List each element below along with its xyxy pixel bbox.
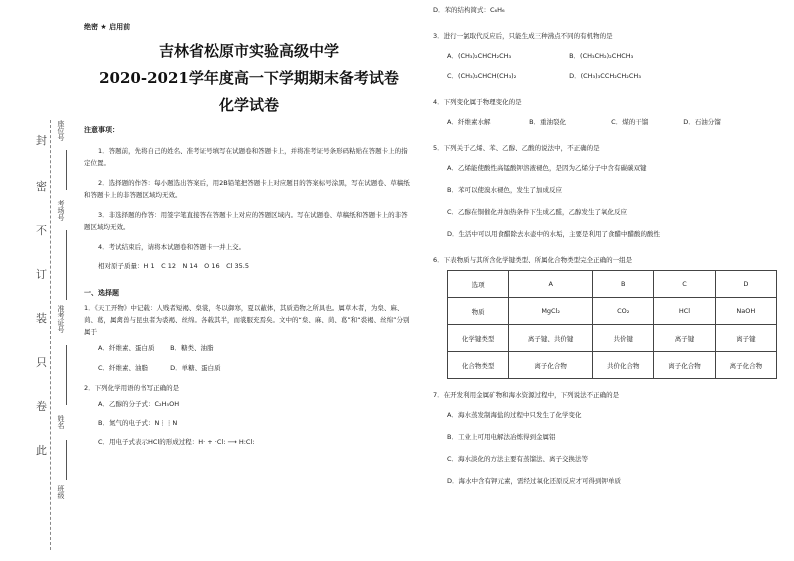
section-heading: 一、选择题 (84, 289, 119, 297)
option: C．海水淡化的方法主要有蒸馏法、离子交换法等 (447, 455, 589, 463)
question-7: 7．在开发利用金属矿物和海水资源过程中，下列说法不正确的是 (433, 391, 620, 399)
table-row (448, 298, 777, 325)
seal-char: 密 (36, 180, 47, 193)
option: C．纤维素、油脂 (98, 364, 149, 372)
field-underline (66, 345, 67, 405)
option: A．纤维素水解 (447, 118, 491, 126)
option: C．乙醇在铜催化并加热条件下生成乙醛，乙醇发生了氧化反应 (447, 208, 628, 216)
option: B．苯可以使溴水褪色，发生了加成反应 (447, 186, 562, 194)
option: A．海水蒸发制海盐的过程中只发生了化学变化 (447, 411, 582, 419)
question-6: 6．下表物质与其所含化学键类型、所属化合物类型完全正确的一组是 (433, 256, 633, 264)
table-cell: 离子化合物 (715, 352, 776, 379)
class-label: 班级 (57, 485, 65, 499)
table-cell: C (654, 271, 715, 298)
table-cell: D (715, 271, 776, 298)
exam-room-label: 考场号 (57, 200, 65, 221)
option: B．(CH₃CH₂)₂CHCH₃ (569, 52, 634, 60)
table-cell: B (593, 271, 654, 298)
question-2: 2．下列化学用语的书写正确的是 (84, 384, 180, 392)
option: B．糖类、油脂 (170, 344, 214, 352)
table-cell: NaOH (715, 298, 776, 325)
table-cell: 离子化合物 (509, 352, 593, 379)
seal-char: 封 (36, 134, 47, 147)
note-item: 1．答题前，先将自己的姓名、准考证号填写在试题卷和答题卡上，并将准考证号条形码粘贴在答题卡上的指定位置。 (84, 147, 408, 167)
question-6-table (447, 270, 777, 379)
note-item: 2．选择题的作答：每小题选出答案后，用2B铅笔把答题卡上对应题目的答案标号涂黑，写在试题卷、草稿纸和答题卡上的非答题区域均无效。 (84, 179, 410, 199)
table-cell: 物质 (448, 298, 509, 325)
subject-title: 化学试卷 (218, 96, 279, 114)
question-4: 4．下列变化属于物理变化的是 (433, 98, 522, 106)
option: D．(CH₃)₃CCH₂CH₂CH₃ (569, 72, 641, 80)
table-cell: 共价键 (593, 325, 654, 352)
binding-margin (0, 0, 85, 561)
table-row (448, 352, 777, 379)
seat-number-label: 座位号 (57, 120, 65, 141)
question-5: 5．下列关于乙烯、苯、乙醇、乙酸的说法中，不正确的是 (433, 144, 600, 152)
option: C．(CH₃)₂CHCH(CH₃)₂ (447, 72, 517, 80)
right-column (433, 4, 778, 497)
exam-title: 2020-2021学年度高一下学期期末备考试卷 (99, 69, 399, 87)
note-item: 3．非选择题的作答：用签字笔直接答在答题卡上对应的答题区域内。写在试题卷、草稿纸和答题卡上的非答题区域均无效。 (84, 211, 408, 231)
question-1-options (98, 362, 414, 374)
notes-heading: 注意事项： (84, 126, 119, 134)
name-label: 姓名 (57, 415, 65, 429)
seal-char: 不 (36, 224, 47, 237)
option: D．石油分馏 (683, 118, 721, 126)
note-item: 4．考试结束后，请将本试题卷和答题卡一并上交。 (98, 243, 246, 251)
question-1: 1．《天工开物》中记载：人贱者短褐、枲裳，冬以御寒，夏以蔽体，其质造物之所具也。属草木者，为枲、麻、苘、葛，属禽兽与昆虫者为裘褐、丝绵。各载其半，而裳服充焉矣。文中的“枲、麻、苘、葛”和“裘褐、丝绵”分别属于 (84, 304, 410, 336)
table-cell: CO₂ (593, 298, 654, 325)
option: B．重油裂化 (529, 118, 567, 126)
table-cell: 化学键类型 (448, 325, 509, 352)
option: A．乙醇的分子式：C₂H₅OH (98, 400, 180, 408)
confidential-mark: 绝密 ★ 启用前 (84, 23, 131, 31)
field-underline (66, 150, 67, 190)
table-cell: 离子键 (715, 325, 776, 352)
table-cell: A (509, 271, 593, 298)
option: D．生活中可以用食醋除去水壶中的水垢，主要是利用了食醋中醋酸的酸性 (447, 230, 661, 238)
atomic-masses: 相对原子质量：H 1 C 12 N 14 O 16 Cl 35.5 (98, 262, 250, 270)
table-cell: MgCl₂ (509, 298, 593, 325)
table-cell: 选项 (448, 271, 509, 298)
field-underline (66, 440, 67, 480)
table-cell: 离子键、共价键 (509, 325, 593, 352)
seal-char: 装 (36, 312, 47, 325)
table-cell: 离子键 (654, 325, 715, 352)
option: D．苯的结构简式：C₆H₆ (433, 6, 505, 14)
option: A．乙烯能使酸性高锰酸钾溶液褪色，是因为乙烯分子中含有碳碳双键 (447, 164, 647, 172)
admission-number-label: 准考证号 (57, 305, 65, 333)
table-cell: HCl (654, 298, 715, 325)
question-4-options (447, 116, 778, 128)
seal-char: 卷 (36, 400, 47, 413)
option: B．工业上可用电解法冶炼得到金属铝 (447, 433, 556, 441)
question-3: 3．进行一氯取代反应后，只能生成三种沸点不同的有机物的是 (433, 32, 613, 40)
option: C．用电子式表示HCl的形成过程：H· + ·Cl: ⟶ H:Cl: (98, 438, 255, 446)
option: D．单糖、蛋白质 (170, 364, 221, 372)
school-title: 吉林省松原市实验高级中学 (158, 42, 339, 60)
question-1-options (98, 342, 414, 354)
seal-char: 订 (36, 268, 47, 281)
question-3-options (447, 50, 778, 62)
field-underline (66, 230, 67, 300)
option: A．纤维素、蛋白质 (98, 344, 155, 352)
table-cell: 离子化合物 (654, 352, 715, 379)
option: A．(CH₃)₂CHCH₂CH₃ (447, 52, 512, 60)
option: C．煤的干馏 (611, 118, 649, 126)
table-row (448, 325, 777, 352)
table-row (448, 271, 777, 298)
question-3-options (447, 70, 778, 82)
table-cell: 共价化合物 (593, 352, 654, 379)
seal-char: 此 (36, 444, 47, 457)
left-column (84, 22, 414, 455)
table-cell: 化合物类型 (448, 352, 509, 379)
option: B．氮气的电子式：N⋮⋮N (98, 419, 178, 427)
binding-dashed-line (50, 120, 51, 550)
option: D．海水中含有钾元素，需经过氧化还原反应才可得到钾单质 (447, 477, 622, 485)
seal-char: 只 (36, 356, 47, 369)
